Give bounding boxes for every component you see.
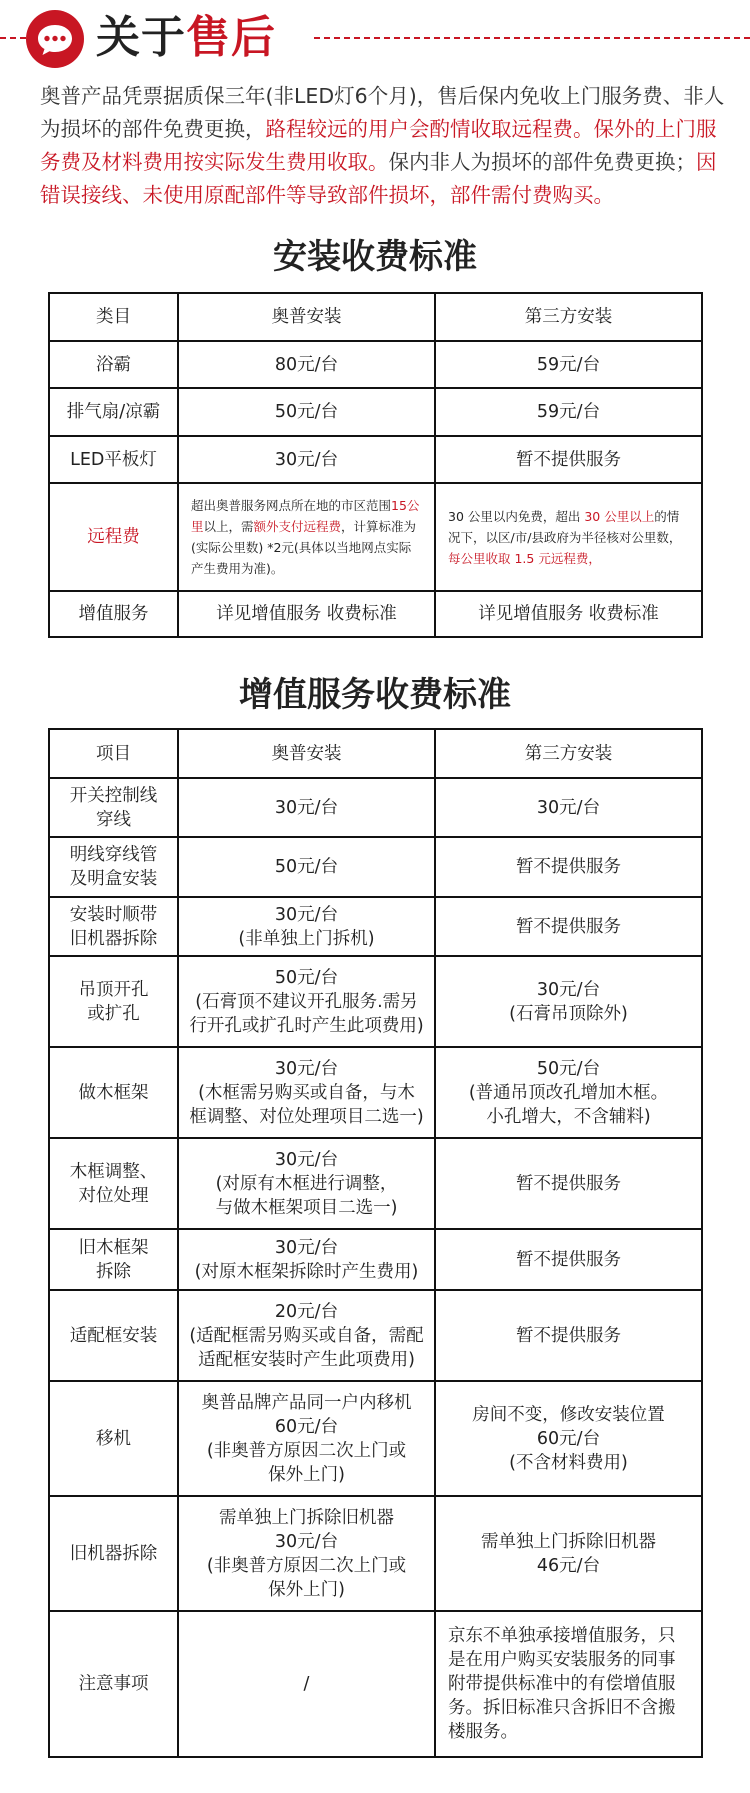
row-item xyxy=(49,1138,178,1229)
third-party-price xyxy=(435,1290,702,1381)
cell-line: 是在用户购买安装服务的同事 xyxy=(448,1650,676,1670)
cell-line: 暂不提供服务 xyxy=(516,1249,621,1270)
cell-line: 对位处理 xyxy=(78,1185,149,1206)
row-item xyxy=(49,1496,178,1611)
cell-line: 旧木框架 xyxy=(78,1237,149,1258)
cell-line: 30元/台 xyxy=(274,1149,339,1170)
cell-line: 50元/台 xyxy=(274,967,339,988)
cell-line: 需单独上门拆除旧机器 xyxy=(481,1531,656,1552)
cell-line: 46元/台 xyxy=(536,1555,601,1576)
chat-bubble-icon xyxy=(26,10,84,68)
table-row xyxy=(49,956,702,1047)
cell-line: 务。拆旧标准只含拆旧不含搬 xyxy=(448,1698,676,1718)
cell-line: 暂不提供服务 xyxy=(516,916,621,937)
rule-text-highlight: 额外支付远程费 xyxy=(253,519,342,534)
cell-line: 保外上门) xyxy=(268,1579,345,1600)
page-title-part2: 售后 xyxy=(186,12,276,63)
rule-text: 超出奥普服务网点所在地的市区范围 xyxy=(191,498,392,513)
row-item: LED平板灯 xyxy=(49,436,178,483)
row-item xyxy=(49,897,178,956)
third-party-price: 暂不提供服务 xyxy=(435,436,702,483)
row-item: 增值服务 xyxy=(49,591,178,637)
table-row xyxy=(49,1496,702,1611)
row-item xyxy=(49,1047,178,1138)
row-item: 浴霸 xyxy=(49,341,178,388)
cell-line: 60元/台 xyxy=(536,1428,601,1449)
third-party-price xyxy=(435,956,702,1047)
cell-line: 50元/台 xyxy=(274,857,339,877)
row-item: 注意事项 xyxy=(49,1611,178,1757)
table-row xyxy=(49,1229,702,1290)
cell-line: 京东不单独承接增值服务，只 xyxy=(448,1626,676,1646)
cell-line: 楼服务。 xyxy=(448,1722,518,1742)
cell-line: 木框调整、 xyxy=(69,1161,158,1182)
install-fees-title: 安装收费标准 xyxy=(273,237,477,277)
cell-line: 小孔增大，不含辅料) xyxy=(486,1106,651,1127)
row-item xyxy=(49,1229,178,1290)
aupu-price xyxy=(178,1381,435,1496)
cell-line: 及明盒安装 xyxy=(69,869,158,889)
cell-line: (适配框需另购买或自备，需配 xyxy=(189,1325,424,1346)
cell-line: 明线穿线管 xyxy=(69,845,158,865)
rule-text: 的情况下，以区/市/县政府为半径核对公里数， xyxy=(448,508,682,545)
cell-line: 暂不提供服务 xyxy=(516,1173,621,1194)
rule-text-highlight: 15公里 xyxy=(191,498,420,534)
row-item xyxy=(49,1290,178,1381)
cell-line: 需单独上门拆除旧机器 xyxy=(219,1507,394,1528)
aupu-price: 50元/台 xyxy=(178,388,435,436)
table-row xyxy=(49,897,702,956)
aupu-price xyxy=(178,1229,435,1290)
cell-line: 30元/台 xyxy=(274,904,339,925)
row-item xyxy=(49,1381,178,1496)
aupu-price xyxy=(178,778,435,837)
cell-line: 30元/台 xyxy=(536,979,601,1000)
value-added-fees-table xyxy=(48,728,703,1758)
cell-line: 或扩孔 xyxy=(87,1003,140,1024)
cell-line: 暂不提供服务 xyxy=(516,1325,621,1346)
cell-line: (非奥普方原因二次上门或 xyxy=(206,1555,407,1576)
install-fees-table xyxy=(48,292,703,638)
row-item: 排气扇/凉霸 xyxy=(49,388,178,436)
warranty-intro-paragraph xyxy=(40,80,735,212)
cell-line: 移机 xyxy=(96,1428,131,1449)
cell-line: (不含材料费用) xyxy=(509,1452,628,1473)
cell-line: 30元/台 xyxy=(274,1531,339,1552)
aupu-price: / xyxy=(178,1611,435,1757)
cell-line: 奥普品牌产品同一户内移机 xyxy=(201,1392,412,1413)
notes-row xyxy=(49,1611,702,1757)
row-item xyxy=(49,778,178,837)
table-row xyxy=(49,1381,702,1496)
cell-line: 60元/台 xyxy=(274,1416,339,1437)
rule-text: ，计算标准为(实际公里数) *2元(具体以当地网点实际产生费用为准)。 xyxy=(191,519,417,576)
aupu-price: 30元/台 xyxy=(178,436,435,483)
cell-line: 20元/台 xyxy=(274,1301,339,1322)
column-header: 奥普安装 xyxy=(178,293,435,341)
cell-line: 旧机器拆除 xyxy=(69,1543,158,1564)
cell-line: (非奥普方原因二次上门或 xyxy=(206,1440,407,1461)
cell-line: 附带提供标准中的有偿增值服 xyxy=(448,1674,676,1694)
cell-line: 30元/台 xyxy=(536,797,601,818)
cell-line: 框调整、对位处理项目二选一) xyxy=(189,1106,424,1127)
cell-line: 房间不变，修改安装位置 xyxy=(472,1404,665,1425)
rule-text-highlight: 30 公里以上 xyxy=(584,508,655,524)
aupu-price: 详见增值服务 收费标准 xyxy=(178,591,435,637)
intro-segment: 奥普产品凭票据质保三年(非LED灯6个月)，售后保内免收上门服务费、非人为损坏的部件免费更换， xyxy=(40,84,725,141)
cell-line: 适配框安装 xyxy=(69,1325,158,1346)
table-row xyxy=(49,388,702,436)
third-party-price xyxy=(435,778,702,837)
rule-text-highlight: 每公里收取 1.5 元远程费， xyxy=(448,550,601,566)
cell-line: 50元/台 xyxy=(536,1058,601,1079)
intro-segment-highlight: 路程较远的用户会酌情收取远程费。保外的上门服务费及材料费用按实际发生费用收取。 xyxy=(40,117,717,174)
third-party-notes xyxy=(435,1611,702,1757)
cell-line: 开关控制线 xyxy=(69,785,158,806)
cell-line: 做木框架 xyxy=(78,1082,149,1103)
aupu-price xyxy=(178,1496,435,1611)
table-row xyxy=(49,591,702,637)
cell-line: (非单独上门拆机) xyxy=(238,928,375,949)
aupu-price xyxy=(178,1138,435,1229)
table-row xyxy=(49,436,702,483)
cell-line: 适配框安装时产生此项费用) xyxy=(198,1349,415,1370)
cell-line: 吊顶开孔 xyxy=(78,979,149,1000)
aupu-price xyxy=(178,897,435,956)
cell-line: 旧机器拆除 xyxy=(69,928,158,949)
table-row xyxy=(49,1290,702,1381)
third-party-price xyxy=(435,1229,702,1290)
section-header xyxy=(0,0,750,76)
third-party-price xyxy=(435,1138,702,1229)
cell-line: 30元/台 xyxy=(274,1058,339,1079)
table-header-row xyxy=(49,293,702,341)
aupu-price xyxy=(178,1047,435,1138)
column-header: 第三方安装 xyxy=(435,729,702,778)
cell-line: (对原木框架拆除时产生费用) xyxy=(194,1261,419,1282)
column-header: 类目 xyxy=(49,293,178,341)
aupu-price: 80元/台 xyxy=(178,341,435,388)
cell-line: (石膏顶不建议开孔服务.需另 xyxy=(195,991,418,1012)
cell-line: (普通吊顶改孔增加木框。 xyxy=(468,1082,669,1103)
third-party-price: 详见增值服务 收费标准 xyxy=(435,591,702,637)
cell-line: 穿线 xyxy=(96,809,131,830)
cell-line: 30元/台 xyxy=(274,1237,339,1258)
column-header: 项目 xyxy=(49,729,178,778)
header-divider-right xyxy=(314,37,750,39)
aupu-price xyxy=(178,1290,435,1381)
cell-line: (石膏吊顶除外) xyxy=(509,1003,628,1024)
aupu-remote-fee-rule xyxy=(178,483,435,591)
table-header-row xyxy=(49,729,702,778)
row-item xyxy=(49,956,178,1047)
remote-fee-row xyxy=(49,483,702,591)
table-row xyxy=(49,341,702,388)
third-party-price: 59元/台 xyxy=(435,341,702,388)
intro-segment: 保内非人为损坏的部件免费更换； xyxy=(388,150,696,174)
aupu-price xyxy=(178,956,435,1047)
value-added-fees-title: 增值服务收费标准 xyxy=(239,675,511,715)
row-item xyxy=(49,837,178,897)
intro-segment-highlight: 因错误接线、未使用原配部件等导致部件损坏，部件需付费购买。 xyxy=(40,150,717,207)
third-party-price xyxy=(435,1047,702,1138)
third-party-price xyxy=(435,1496,702,1611)
cell-line: 安装时顺带 xyxy=(69,904,158,925)
column-header: 奥普安装 xyxy=(178,729,435,778)
cell-line: (木框需另购买或自备，与木 xyxy=(198,1082,415,1103)
third-party-price xyxy=(435,1381,702,1496)
cell-line: 30元/台 xyxy=(274,797,339,818)
table-row xyxy=(49,1138,702,1229)
third-party-remote-fee-rule xyxy=(435,483,702,591)
rule-text: 30 公里以内免费，超出 xyxy=(448,508,585,524)
page-title-part1: 关于 xyxy=(96,12,186,63)
cell-line: 行开孔或扩孔时产生此项费用) xyxy=(189,1015,424,1036)
cell-line: 暂不提供服务 xyxy=(516,857,621,877)
table-row xyxy=(49,837,702,897)
page-title xyxy=(96,8,276,68)
cell-line: 保外上门) xyxy=(268,1464,345,1485)
third-party-price xyxy=(435,837,702,897)
cell-line: (对原有木框进行调整， xyxy=(215,1173,398,1194)
aupu-price xyxy=(178,837,435,897)
rule-text: 以上，需 xyxy=(203,519,254,534)
table-row xyxy=(49,1047,702,1138)
third-party-price xyxy=(435,897,702,956)
cell-line: 与做木框架项目二选一) xyxy=(215,1197,398,1218)
cell-line: 拆除 xyxy=(96,1261,131,1282)
column-header: 第三方安装 xyxy=(435,293,702,341)
table-row xyxy=(49,778,702,837)
header-divider-left xyxy=(0,37,26,39)
third-party-price: 59元/台 xyxy=(435,388,702,436)
row-item-remote-fee: 远程费 xyxy=(49,483,178,591)
